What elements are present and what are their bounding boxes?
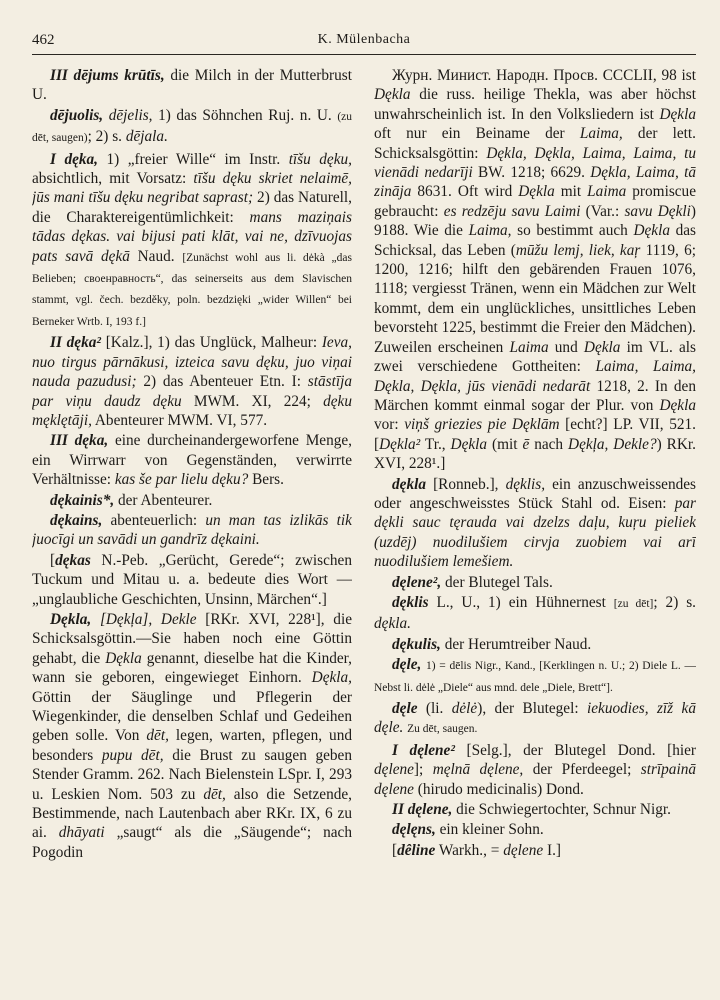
example-text: Laima — [509, 338, 549, 356]
dictionary-entry — [374, 820, 696, 839]
headword: Dękla, — [50, 610, 92, 628]
entry-text: 1) „freier Wille“ im Instr. — [98, 150, 289, 168]
headword: II dęlene, — [392, 801, 453, 819]
entry-text: mit — [554, 183, 588, 201]
example-text: dėlė — [451, 700, 478, 717]
headword: I dęlene² — [392, 741, 455, 759]
example-text: dējelis, — [108, 106, 153, 124]
running-head: K. Mülenbacha — [317, 32, 411, 47]
headword: dęklis — [392, 593, 429, 611]
entry-text: der Abenteurer. — [114, 491, 213, 509]
dictionary-entry — [32, 610, 352, 862]
example-text: un man tas izlikās tik juocīgi un savādi un gandrīz dękaini. — [32, 511, 352, 549]
dictionary-entry — [374, 573, 696, 592]
example-text: Dękla, Dękla, Laima, Laima, tu vienādi nedarīji — [374, 144, 696, 182]
example-text: Laima, — [468, 222, 512, 240]
dictionary-entry — [32, 150, 352, 333]
entry-text: ; 2) s. — [87, 128, 126, 146]
example-text: Laima, — [579, 125, 623, 143]
entry-text: 2) das Abenteuer Etn. I: — [136, 373, 308, 391]
entry-text: nach — [529, 435, 569, 453]
example-text: Dękla — [105, 649, 142, 667]
etymology-note: (zu dēt, saugen) — [32, 110, 352, 145]
example-text: kas še par lielu dęku? — [114, 471, 249, 489]
entry-text: 1) das Söhnchen Ruj. n. U. — [152, 106, 338, 124]
entry-text: die Schwiegertochter, Schnur Nigr. — [452, 801, 671, 819]
example-text: męlnā dęlene, — [432, 761, 524, 779]
example-text: dęlene — [374, 761, 414, 779]
entry-text: Warkh., = — [435, 841, 504, 859]
example-text: dęku męklętāji, — [32, 392, 352, 429]
dictionary-entry — [374, 475, 696, 572]
entry-text: Abenteurer MWM. VI, 577. — [91, 411, 268, 429]
entry-text: ) RKr. XVI, 228¹.] — [374, 435, 696, 473]
entry-text: ), der Blutegel: — [477, 700, 587, 717]
entry-text: Bers. — [248, 471, 284, 489]
entry-text: abenteuerlich: — [102, 511, 206, 529]
example-text: dēt, — [203, 785, 226, 803]
entry-text: 1218, 2. In den Märchen kommt einmal sogar der Plur. von — [374, 377, 696, 414]
entry-text: (mit — [487, 435, 523, 453]
etymology-note: Zu dēt, saugen. — [407, 723, 478, 736]
entry-text: (hirudo medicinalis) Dond. — [413, 780, 584, 798]
example-text: Dękla — [583, 338, 621, 356]
entry-text: (li. — [417, 700, 452, 717]
left-column — [32, 66, 352, 986]
entry-text: promiscue gebraucht: — [374, 183, 696, 220]
entry-text: (Var.: — [580, 202, 625, 220]
entry-text: und — [548, 338, 584, 356]
headword: dękains, — [50, 511, 103, 529]
headword: I dęka, — [50, 150, 99, 168]
headword: dęlęns, — [392, 821, 436, 839]
entry-text: 1119, 6; 1200, 1216; hilft den gebärenden Frauen 1076, 1118; vergiesst Tränen, wenn ein Mädchen zur Welt kommt, dem ein unglückliches, unsittliches Leben bevorsteht 1225, bestimmt die Freier den Mädchen). Zuweilen erscheinen — [374, 241, 696, 356]
example-text: viņš griezies pie Dęklām — [404, 416, 560, 434]
entry-text: I.] — [543, 841, 561, 859]
example-text: Dękļa, Dekle? — [568, 435, 657, 453]
headword: II dęka² — [50, 334, 101, 352]
example-text: Dękla — [659, 396, 696, 414]
dictionary-entry — [32, 431, 352, 489]
headword: dęlene², — [392, 573, 442, 591]
entry-text: der Pferdeegel; — [523, 761, 641, 779]
example-text: es redzēju savu Laimi — [443, 202, 581, 220]
entry-text: MWM. XI, 224; — [181, 392, 324, 410]
dictionary-entry — [374, 66, 696, 474]
example-text: mūžu lemj, liek, kaŗ — [515, 241, 641, 259]
example-text: Dękla — [633, 222, 670, 240]
headword: dękulis, — [392, 635, 441, 653]
example-text: dękla. — [374, 615, 411, 633]
dictionary-entry — [374, 635, 696, 654]
dictionary-entry — [32, 511, 352, 550]
example-text: stāstīja par viņu daudz dęku — [32, 373, 352, 410]
dictionary-entry — [32, 66, 352, 105]
entry-text: „saugt“ als die „Säugende“; nach Pogodin — [32, 824, 352, 861]
example-text: Laima — [587, 183, 627, 201]
entry-text: [Kalz.], 1) das Unglück, Malheur: — [100, 334, 322, 352]
entry-text: die Brust zu saugen geben Stender Gramm. 262. Nach Bielenstein LSpr. I, 293 u. Leskien Nom. 503 zu — [32, 746, 352, 803]
example-text: dęlene — [503, 841, 544, 859]
entry-text: Журн. Минист. Народн. Просв. CCCLII, 98 ist — [392, 67, 696, 84]
entry-text: 8631. Oft wird — [411, 183, 519, 201]
entry-text: genannt, dieselbe hat die Kinder, wann sie geboren, eingewieget Einhorn. — [32, 649, 352, 687]
example-text: pupu dēt, — [101, 746, 164, 764]
etymology-note: [zu dēt] — [613, 597, 654, 610]
example-text: mans maziņais tādas dękas. vai bijusi pati klāt, vai ne, dzīvuojas pats savā dękā — [32, 208, 352, 265]
dictionary-entry — [32, 491, 352, 510]
dictionary-entry — [374, 593, 696, 634]
entry-text: BW. 1218; 6629. — [472, 164, 591, 182]
entry-text: der lett. Schicksalsgöttin: — [374, 125, 696, 162]
entry-text: [ — [50, 551, 56, 569]
entry-text: [ — [392, 841, 398, 859]
dictionary-entry — [32, 106, 352, 149]
entry-text: ]; — [413, 761, 433, 779]
entry-text: die Milch in der Mutterbrust U. — [32, 67, 352, 104]
example-text: Ieva, nuo tirgus pārnākusi, izteica savu dęku, juo viņai nauda pazudusi; — [32, 334, 352, 391]
example-text: dējala. — [125, 128, 168, 146]
headword: dęle, — [392, 656, 422, 674]
entry-text: oft nur ein Beiname der — [374, 125, 580, 143]
example-text: Dękla, Laima, tā zināja — [374, 164, 696, 201]
entry-text: der Herumtreiber Naud. — [440, 635, 592, 653]
entry-text: ein kleiner Sohn. — [435, 821, 544, 839]
entry-text: eine durcheinandergeworfene Menge, ein Wirrwarr von Gegenständen, verwirrte Verhältnisse: — [32, 432, 352, 489]
example-text: dhāyati — [58, 824, 105, 842]
entry-text: [echt?] LP. VII, 521. [ — [374, 416, 696, 453]
headword: dękla — [392, 475, 426, 493]
right-column — [374, 66, 696, 986]
example-text: Dękla — [659, 105, 696, 123]
dictionary-entry — [374, 655, 696, 698]
entry-text: der Blutegel Tals. — [441, 573, 553, 591]
page-number: 462 — [32, 32, 55, 48]
example-text: dęklis, — [505, 475, 546, 493]
example-text: Dękla — [518, 183, 555, 201]
headword: III dējums krūtīs, — [50, 67, 165, 84]
entry-text: 2) das Naturell, die Charaktereigentümlichkeit: — [32, 189, 352, 226]
entry-text: [Selg.], der Blutegel Dond. [hier — [454, 741, 696, 759]
example-text: par dękli sauc tęrauda vai dzelzs daļu, kuŗu pieliek (uzdēj) nuodilušiem cirvja zuobiem vai arī nuodilušiem lemešiem. — [374, 494, 696, 571]
etymology-note: 1) = dēlis Nigr., Kand., [Kerklingen n. U.; 2) Diele L. — Nebst li. dėlė „Diele“ aus mnd. dele „Diele, Brett“]. — [374, 660, 696, 694]
example-text: Dękla, — [311, 669, 352, 687]
example-text: tīšu dęku skriet nelaimē, jūs mani tīšu dęku negribat saprast; — [32, 170, 352, 207]
example-text: savu Dękli — [624, 202, 691, 220]
entry-text: ) 9188. Wie die — [374, 202, 696, 240]
example-text: Dękla — [374, 86, 411, 104]
entry-text: [RKr. XVI, 228¹], die Schicksalsgöttin.—Sie haben noch eine Göttin gehabt, die — [32, 610, 352, 667]
dictionary-entry — [32, 333, 352, 430]
entry-text: ein anzuschweissendes oder angeschweisstes Stück Stahl od. Eisen: — [374, 475, 696, 512]
dictionary-entry — [374, 800, 696, 819]
entry-text: also die Setzende, Bestimmende, nach Lautenbach aber RKr. IX, 6 zu ai. — [32, 785, 352, 842]
entry-text: so bestimmt auch — [511, 222, 634, 240]
headword: III dęka, — [50, 432, 109, 450]
headword: dęle — [392, 700, 418, 717]
example-text: dēt, — [146, 727, 169, 745]
example-text: [Dękļa], Dekle — [99, 610, 197, 628]
entry-text: legen, warten, pflegen, und besonders — [32, 727, 352, 764]
etymology-note: [Zunächst wohl aus li. dėkà „das Belieben; своенравность“, das seinerseits aus dem Slavischen stammt, vgl. čech. bezděky, poln. bezdzięki „wider Willen“ bei Berneker Wrtb. I, 193 f.] — [32, 251, 352, 328]
dictionary-entry — [374, 699, 696, 740]
dictionary-entry — [32, 551, 352, 609]
entry-text: L., U., 1) ein Hühnernest — [428, 593, 614, 611]
entry-text: Göttin der Säuglinge und Pflegerin der Wiegenkinder, die denselben Schlaf und Gedeihen geben solle. Von — [32, 688, 352, 745]
entry-text: N.-Peb. „Gerücht, Gerede“; zwischen Tuckum und Mitau u. a. bedeute dies Wort — „unglaubliche Geschichten, Unsinn, Märchen“.] — [32, 551, 352, 608]
entry-text: vor: — [374, 416, 405, 434]
example-text: Laima, Laima, Dękla, Dękla, jūs vienādi nedarāt — [374, 358, 696, 395]
example-text: ē — [522, 435, 530, 453]
entry-text: ; 2) s. — [653, 593, 696, 611]
headword: dękas — [55, 551, 91, 569]
entry-text: Naud. — [129, 247, 183, 265]
entry-text: absichtlich, mit Vorsatz: — [32, 170, 194, 188]
entry-text: das Schicksal, das Leben ( — [374, 222, 696, 259]
entry-text — [91, 611, 100, 628]
example-text: Dękla — [450, 435, 488, 453]
dictionary-entry — [374, 741, 696, 799]
headword: dękainis*, — [50, 491, 115, 509]
entry-text: Tr., — [420, 435, 451, 453]
example-text: tīšu dęku, — [288, 150, 352, 168]
example-text: strīpainā dęlene — [374, 761, 696, 798]
example-text: Dękla² — [379, 435, 421, 453]
example-text: iekuodies, zīž kā dęle. — [374, 700, 696, 737]
entry-text: [Ronneb.], — [426, 475, 506, 493]
page-header — [32, 30, 696, 55]
entry-text: im VL. als zwei verschiedene Gottheiten: — [374, 338, 696, 376]
headword: dêline — [397, 841, 436, 859]
dictionary-entry — [374, 841, 696, 860]
entry-text: die russ. heilige Thekla, was aber höchst unwahrscheinlich ist. In den Volksliedern ist — [374, 86, 696, 123]
headword: dējuolis, — [50, 106, 104, 124]
